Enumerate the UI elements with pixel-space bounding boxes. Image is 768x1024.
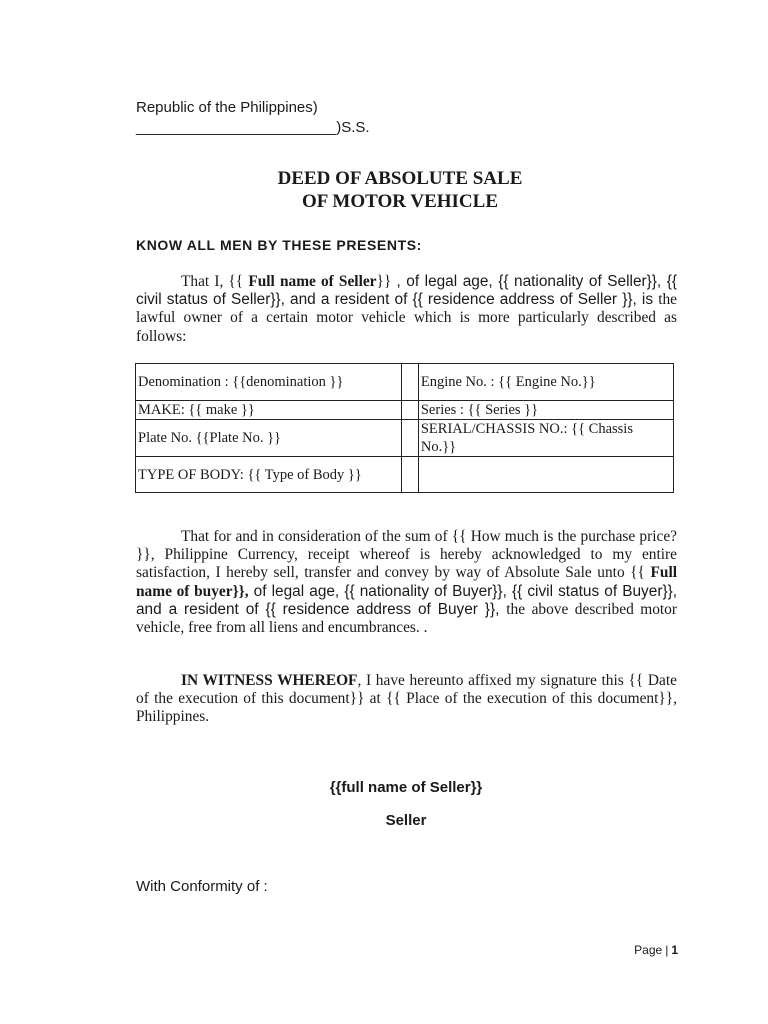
body-type-cell: TYPE OF BODY: {{ Type of Body }} xyxy=(136,457,402,493)
consideration-text-2: }}, xyxy=(232,582,249,600)
page-label: Page xyxy=(634,943,663,957)
conformity-line: With Conformity of : xyxy=(136,878,268,895)
venue-line-2: ________________________)S.S. xyxy=(136,119,370,136)
table-row xyxy=(136,457,674,493)
witness-paragraph xyxy=(136,672,677,727)
series-cell: Series : {{ Series }} xyxy=(418,401,673,420)
consideration-text-3: of legal age, {{ nationality of Buyer}}, {{ civil status of Buyer}}, and a resident of {{ residence address of Buyer }}, xyxy=(136,582,677,618)
engine-cell: Engine No. : {{ Engine No.}} xyxy=(418,364,673,401)
venue-line-1: Republic of the Philippines) xyxy=(136,99,318,116)
seller-para-text-4: the lawful owner of a certain motor vehicle which is more particularly described as follows: xyxy=(136,291,677,345)
witness-heading: IN WITNESS WHEREOF xyxy=(181,672,358,689)
intro-heading: KNOW ALL MEN BY THESE PRESENTS: xyxy=(136,237,422,253)
consideration-text-1: That for and in consideration of the sum of {{ How much is the purchase price? }}, Philippine Currency, receipt whereof is hereby acknowledged to my entire satisfaction, I hereby sell, transfer and convey by way of Absolute Sale unto {{ xyxy=(136,528,677,582)
seller-para-text-1: That I, {{ xyxy=(181,273,249,290)
consideration-paragraph xyxy=(136,528,677,637)
empty-cell xyxy=(418,457,673,493)
spacer-cell xyxy=(401,420,418,457)
page-separator: | xyxy=(665,943,669,957)
seller-signature-name: {{full name of Seller}} xyxy=(329,779,483,796)
consideration-text-4: the above described motor vehicle, free from all liens and encumbrances. . xyxy=(136,600,678,637)
spacer-cell xyxy=(401,364,418,401)
page-number-footer xyxy=(634,943,678,957)
denomination-cell: Denomination : {{denomination }} xyxy=(136,364,402,401)
seller-signature-label: Seller xyxy=(385,812,427,829)
table-row xyxy=(136,420,674,457)
deed-title-line-2: OF MOTOR VEHICLE xyxy=(301,191,498,212)
seller-para-text-3: , of legal age, {{ nationality of Seller}}, {{ civil status of Seller}}, and a resident of {{ residence address of Seller }}, is xyxy=(136,273,678,309)
serial-chassis-cell: SERIAL/CHASSIS NO.: {{ Chassis No.}} xyxy=(418,420,673,457)
deed-title-line-1: DEED OF ABSOLUTE SALE xyxy=(277,168,523,189)
table-row xyxy=(136,401,674,420)
spacer-cell xyxy=(401,401,418,420)
plate-cell: Plate No. {{Plate No. }} xyxy=(136,420,402,457)
spacer-cell xyxy=(401,457,418,493)
seller-paragraph xyxy=(136,273,677,346)
venue-block xyxy=(136,98,370,138)
vehicle-details-table xyxy=(135,363,674,493)
buyer-name-placeholder: Full name of buyer xyxy=(136,564,677,600)
make-cell: MAKE: {{ make }} xyxy=(136,401,402,420)
seller-name-placeholder: Full name of Seller xyxy=(248,273,377,290)
table-row xyxy=(136,364,674,401)
page-number: 1 xyxy=(671,943,678,957)
witness-text: , I have hereunto affixed my signature this {{ Date of the execution of this document}} at {{ Place of the execution of this document}}, Philippines. xyxy=(136,672,677,726)
seller-para-text-2: }} xyxy=(376,273,397,290)
